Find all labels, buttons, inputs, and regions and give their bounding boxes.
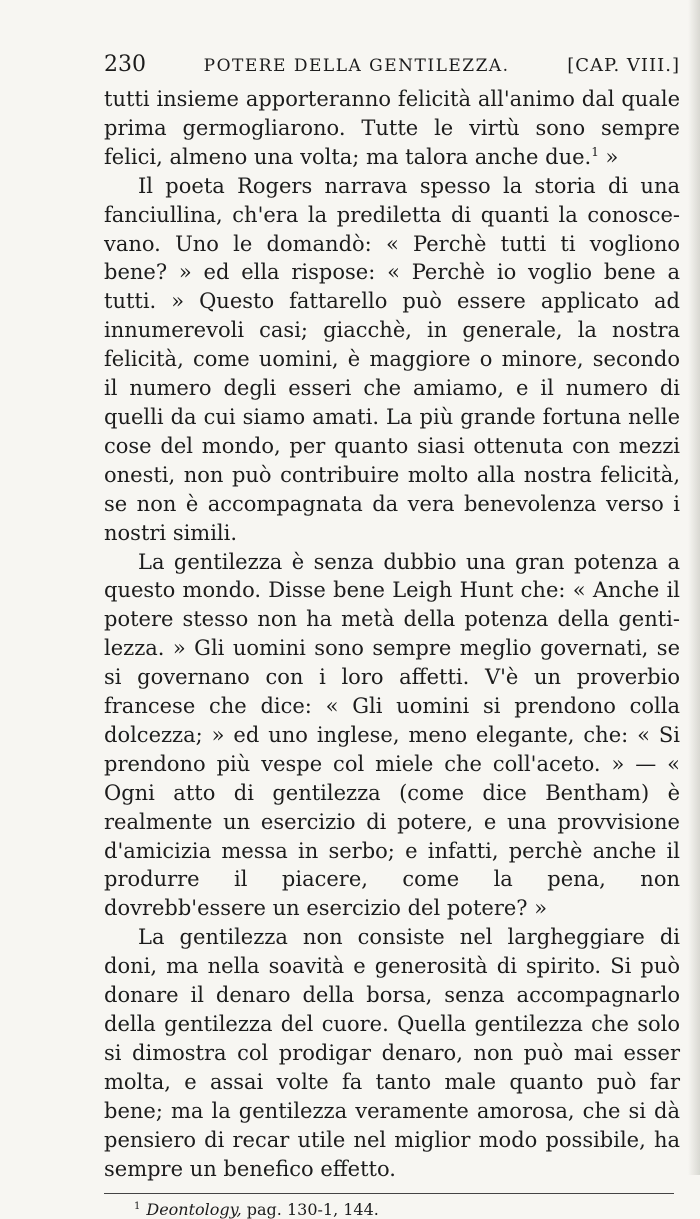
- footnote-number: 1: [134, 1201, 141, 1213]
- footnote-divider: [104, 1193, 674, 1194]
- paragraph-continuation: [104, 85, 680, 172]
- book-page: [104, 52, 680, 1219]
- paragraph-text: tutti insieme apporteranno felicità all'animo dal quale prima germogliarono. Tutte le virtù sono sempre felici, almeno una volta; ma talora anche due.: [104, 87, 680, 169]
- footnote-pages: pag. 130-1, 144.: [241, 1200, 379, 1219]
- paragraph: La gentilezza non consiste nel largheggiare di doni, ma nella soavità e generosità di spirito. Si può donare il denaro della borsa, senza accompagnarlo della gentilezza del cuore. Quella gentilezza che solo si dimostra col prodigar denaro, non può mai esser molta, e assai volte fa tanto male quanto può far bene; ma la gentilezza veramente amorosa, che si dà pensiero di recar utile nel miglior modo possibile, ha sempre un benefico effetto.: [104, 925, 680, 1181]
- closing-quote: »: [598, 144, 619, 169]
- body-text: [104, 85, 680, 1183]
- paragraph: La gentilezza è senza dubbio una gran potenza a questo mondo. Disse bene Leigh Hunt che: « Anche il potere stesso non ha metà della potenza della gentilezza. » Gli uomini sono sempre meglio governati, se si governano con i loro affetti. V'è un proverbio francese che dice: « Gli uomini si prendono colla dolcezza; » ed uno inglese, meno elegante, che: « Si prendono più vespe col miele che coll'aceto. » — « Ogni atto di gentilezza (come dice Bentham) è realmente un esercizio di potere, e una provvisione d'amicizia messa in serbo; e infatti, perchè anche il produrre il piacere, come la pena, non dovrebb'essere un esercizio del potere? »: [104, 549, 680, 921]
- page-edge-shadow: [688, 0, 700, 1175]
- footnote: [104, 1200, 680, 1219]
- running-title: POTERE DELLA GENTILEZZA.: [203, 56, 510, 76]
- footnote-work-title: Deontology,: [146, 1200, 242, 1219]
- paragraph: Il poeta Rogers narrava spesso la storia di una fanciullina, ch'era la prediletta di quanti la conoscevano. Uno le domandò: « Perchè tutti ti vogliono bene? » ed ella rispose: « Perchè io voglio bene a tutti. » Questo fattarello può essere applicato ad innumerevoli casi; giacchè, in generale, la nostra felicità, come uomini, è maggiore o minore, secondo il numero degli esseri che amiamo, e il numero di quelli da cui siamo amati. La più grande fortuna nelle cose del mondo, per quanto siasi ottenuta con mezzi onesti, non può contribuire molto alla nostra felicità, se non è accompagnata da vera benevolenza verso i nostri simili.: [104, 173, 680, 545]
- running-header: [104, 52, 680, 77]
- footnote-marker: 1: [591, 144, 599, 159]
- chapter-label: [CAP. VIII.]: [567, 55, 680, 76]
- page-number: 230: [104, 52, 146, 77]
